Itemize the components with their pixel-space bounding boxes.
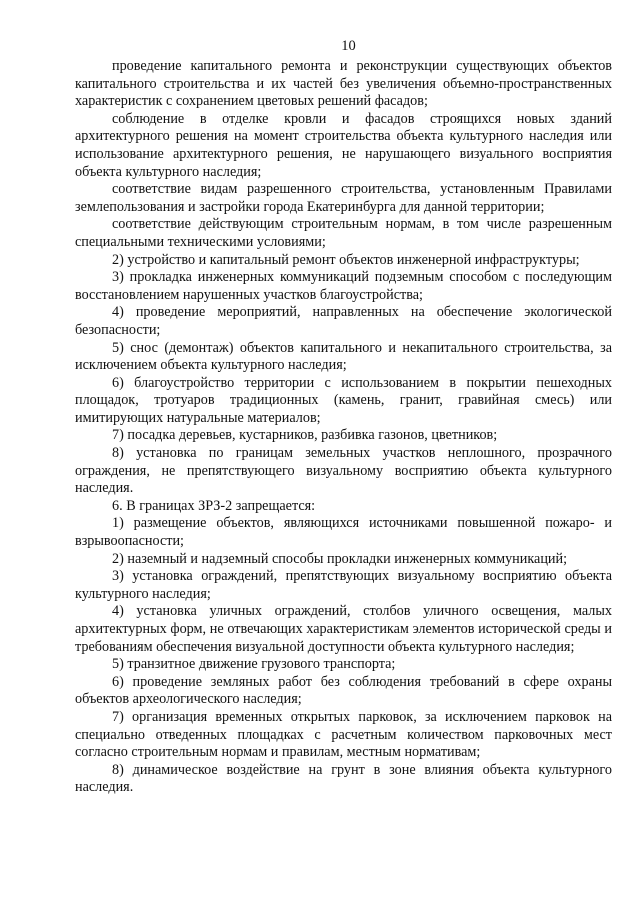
paragraph: 6) проведение земляных работ без соблюдения требований в сфере охраны объектов археологического наследия; xyxy=(75,673,612,708)
paragraph: соответствие действующим строительным нормам, в том числе разрешенным специальными техническими условиями; xyxy=(75,216,612,250)
paragraph: 5) транзитное движение грузового транспорта; xyxy=(112,656,396,673)
paragraph: 6) благоустройство территории с использованием в покрытии пешеходных площадок, тротуаров традиционных (камень, гранит, гравийная смесь) или имитирующих натуральные материалов; xyxy=(75,374,612,426)
paragraph: 3) прокладка инженерных коммуникаций подземным способом с последующим восстановлением нарушенных участков благоустройства; xyxy=(75,269,612,303)
paragraph: 1) размещение объектов, являющихся источниками повышенной пожаро- и взрывоопасности; xyxy=(75,515,612,550)
paragraph: 2) устройство и капитальный ремонт объектов инженерной инфраструктуры; xyxy=(112,251,580,268)
paragraph: проведение капитального ремонта и реконструкции существующих объектов капитального строительства и их частей без увеличения объемно-пространственных характеристик с сохранением цветовых решений фасадов; xyxy=(75,58,612,110)
paragraph: соблюдение в отделке кровли и фасадов строящихся новых зданий архитектурного решения на момент строительства объекта культурного наследия или использование архитектурного решения, не нарушающего визуального восприятия объекта культурного наследия; xyxy=(75,110,612,180)
paragraph: 2) наземный и надземный способы прокладки инженерных коммуникаций; xyxy=(112,550,568,567)
paragraph: 5) снос (демонтаж) объектов капитального и некапитального строительства, за исключением объекта культурного наследия; xyxy=(75,339,612,374)
paragraph: 7) посадка деревьев, кустарников, разбивка газонов, цветников; xyxy=(112,427,498,444)
page-number: 10 xyxy=(341,38,356,54)
paragraph: 4) установка уличных ограждений, столбов уличного освещения, малых архитектурных форм, не отвечающих характеристикам элементов исторической среды и требованиям обеспечения визуальной доступности объекта культурного наследия; xyxy=(75,603,612,655)
paragraph: 8) динамическое воздействие на грунт в зоне влияния объекта культурного наследия. xyxy=(75,761,612,796)
paragraph: соответствие видам разрешенного строительства, установленным Правилами землепользования и застройки города Екатеринбурга для данной территории; xyxy=(75,181,612,215)
paragraph: 3) установка ограждений, препятствующих визуальному восприятию объекта культурного наследия; xyxy=(75,568,612,602)
paragraph: 7) организация временных открытых парковок, за исключением парковок на специально отведенных площадках с расчетным количеством парковочных мест согласно строительным нормам и правилам, местным нормативам; xyxy=(75,708,612,761)
section-heading: 6. В границах ЗРЗ-2 запрещается: xyxy=(112,497,316,514)
paragraph: 8) установка по границам земельных участков неплошного, прозрачного ограждения, не препятствующего визуальному восприятию объекта культурного наследия. xyxy=(75,445,612,497)
paragraph: 4) проведение мероприятий, направленных на обеспечение экологической безопасности; xyxy=(75,304,612,338)
